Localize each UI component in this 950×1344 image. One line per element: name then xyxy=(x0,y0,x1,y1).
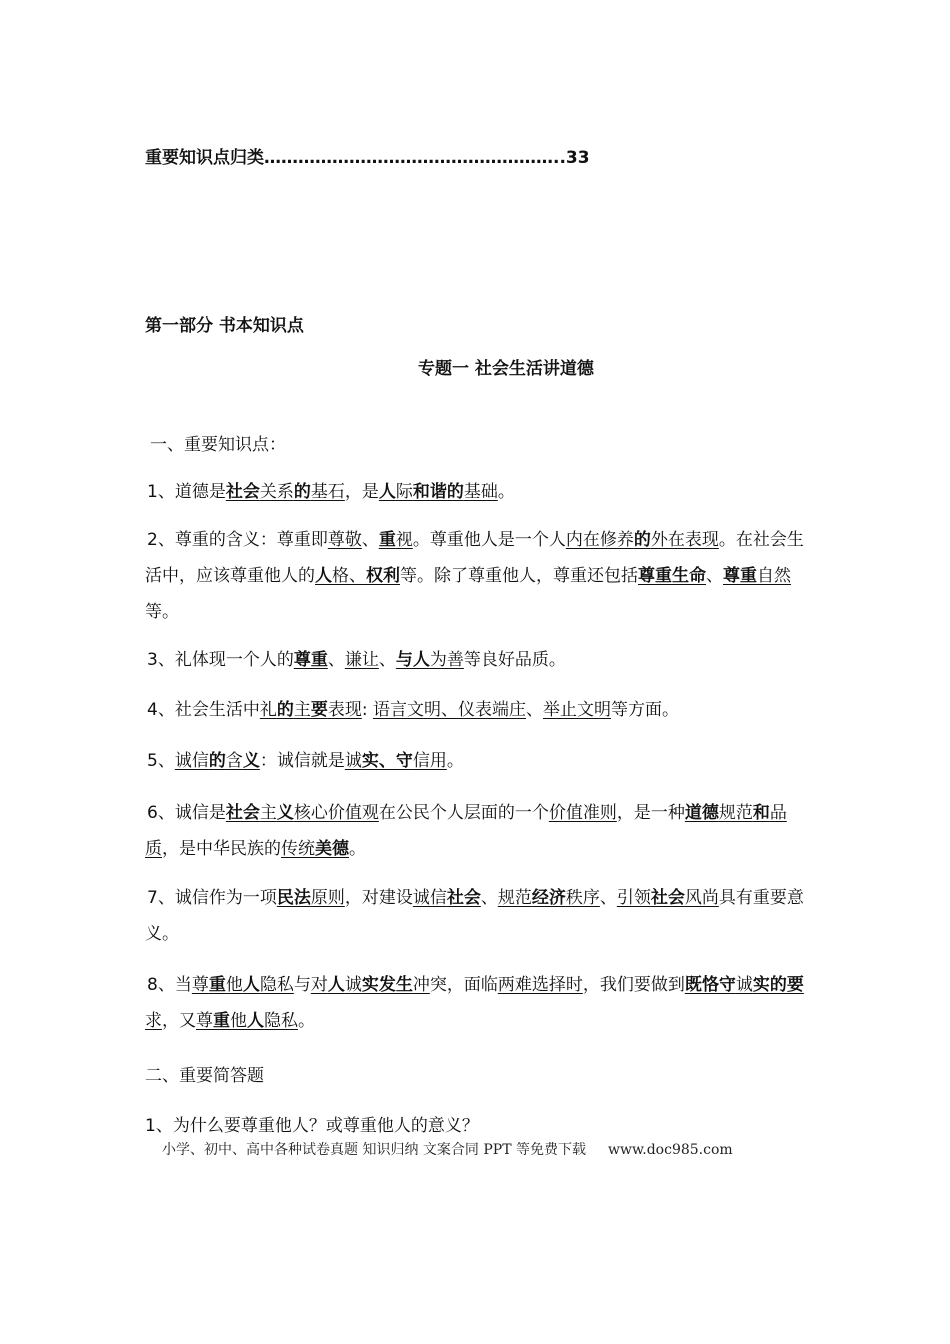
underlined-term: 诚 xyxy=(344,975,362,995)
underlined-term: 际 xyxy=(395,482,413,502)
underlined-term: 权利 xyxy=(366,566,400,586)
item-text: 。尊重他人是一个人 xyxy=(412,530,566,550)
underlined-term: 风尚 xyxy=(684,888,719,908)
underlined-term: 关系 xyxy=(259,482,294,502)
item-text: 1、道德是 xyxy=(147,482,226,502)
underlined-term: 基础 xyxy=(463,482,498,502)
underlined-term: 社会 xyxy=(446,888,481,908)
item-text: 4、社会生活中 xyxy=(147,700,260,720)
item-text: 7、诚信作为一项 xyxy=(147,888,277,908)
underlined-term: 、 xyxy=(349,566,366,586)
item-text: 等方面。 xyxy=(610,700,679,720)
item-text: 突，面临 xyxy=(429,975,498,995)
underlined-term: 道德 xyxy=(684,803,719,823)
underlined-term: 诚信 xyxy=(412,888,447,908)
underlined-term: 原则 xyxy=(310,888,345,908)
underlined-term: 外在表现 xyxy=(650,530,719,550)
underlined-term: 核心价值观 xyxy=(293,803,379,823)
underlined-term: 和 xyxy=(752,803,770,823)
section-heading-knowledge-points: 一、重要知识点： xyxy=(150,435,286,455)
underlined-term: 的 xyxy=(276,700,294,720)
underlined-term: 规范 xyxy=(718,803,753,823)
underlined-term: 基石 xyxy=(310,482,345,502)
underlined-term: 主 xyxy=(293,700,311,720)
underlined-term: 人 xyxy=(315,566,332,586)
underlined-term: 举止文明 xyxy=(542,700,611,720)
item-text: 。 xyxy=(446,751,464,771)
item-text: ：诚信就是 xyxy=(259,751,345,771)
item-text: : xyxy=(361,700,373,720)
item-text: 具有重要意义。 xyxy=(145,888,804,944)
item-text: 、 xyxy=(599,888,617,908)
underlined-term: 对 xyxy=(310,975,328,995)
underlined-term: 礼 xyxy=(259,700,277,720)
underlined-term: 社会 xyxy=(650,888,685,908)
item-text: 6、诚信是 xyxy=(147,803,226,823)
underlined-term: 义 xyxy=(242,751,260,771)
item-text: 。 xyxy=(298,1011,315,1031)
part-title: 第一部分 书本知识点 xyxy=(145,316,304,336)
underlined-term: 尊 xyxy=(191,975,209,995)
item-text: 等良好品质。 xyxy=(463,650,566,670)
underlined-term: 重 xyxy=(213,1011,230,1031)
page-footer xyxy=(162,1139,733,1159)
underlined-term: 人 xyxy=(247,1011,264,1031)
knowledge-point-item xyxy=(145,474,810,510)
item-text: 3、礼体现一个人的 xyxy=(147,650,294,670)
underlined-term: 和谐的 xyxy=(412,482,464,502)
underlined-term: 引领 xyxy=(616,888,651,908)
underlined-term: 表现 xyxy=(327,700,362,720)
underlined-term: 的 xyxy=(293,482,311,502)
underlined-term: 与人 xyxy=(395,650,430,670)
underlined-term: 的 xyxy=(633,530,651,550)
underlined-term: 重 xyxy=(208,975,226,995)
underlined-term: 主 xyxy=(259,803,277,823)
underlined-term: 人 xyxy=(378,482,396,502)
underlined-term: 信用 xyxy=(412,751,447,771)
underlined-term: 民法 xyxy=(276,888,311,908)
underlined-term: 他 xyxy=(225,975,243,995)
item-text: 、 xyxy=(327,650,345,670)
underlined-term: 诚 xyxy=(344,751,362,771)
underlined-term: 含 xyxy=(225,751,243,771)
item-text: ，我们要做到 xyxy=(582,975,685,995)
item-text: 2、尊重的含义：尊重即 xyxy=(147,530,328,550)
underlined-term: 格 xyxy=(332,566,349,586)
underlined-term: 品质 xyxy=(145,803,787,859)
underlined-term: 人 xyxy=(242,975,260,995)
underlined-term: 实的要 xyxy=(752,975,804,995)
item-text: ，是一种 xyxy=(616,803,685,823)
underlined-term: 隐私 xyxy=(259,975,294,995)
underlined-term: 的 xyxy=(208,751,226,771)
underlined-term: 隐私 xyxy=(264,1011,298,1031)
footer-site-link[interactable]: www.doc985.com xyxy=(607,1142,733,1158)
item-text: ，又 xyxy=(162,1011,196,1031)
item-text: 、 xyxy=(378,650,396,670)
knowledge-point-item xyxy=(145,642,810,678)
underlined-term: 自然 xyxy=(757,566,791,586)
topic-title: 专题一 社会生活讲道德 xyxy=(418,359,594,379)
toc-entry[interactable] xyxy=(145,143,590,168)
underlined-term: 诚信 xyxy=(174,751,209,771)
toc-entry-title: 重要知识点归类 xyxy=(145,148,264,168)
underlined-term: 美德 xyxy=(315,839,349,859)
item-text: 等。 xyxy=(145,602,179,622)
item-text: 。在社会生活中，应该尊重他人的 xyxy=(145,530,804,586)
question-item: 1、为什么要尊重他人？或尊重他人的意义？ xyxy=(145,1116,479,1136)
underlined-term: 传统 xyxy=(281,839,315,859)
item-text: 、 xyxy=(480,888,498,908)
underlined-term: 诚 xyxy=(735,975,753,995)
item-text: 、 xyxy=(525,700,543,720)
underlined-term: 尊敬 xyxy=(327,530,362,550)
underlined-term: 社会 xyxy=(225,482,260,502)
underlined-term: 求 xyxy=(145,1011,162,1031)
knowledge-point-item xyxy=(145,880,810,952)
underlined-term: 社会 xyxy=(225,803,260,823)
underlined-term: 尊重生命 xyxy=(638,566,706,586)
toc-leader: …………………………………………….. xyxy=(264,148,566,168)
knowledge-point-item xyxy=(145,692,810,728)
toc-page-number: 33 xyxy=(565,148,590,168)
underlined-term: 尊 xyxy=(196,1011,213,1031)
underlined-term: 内在修养 xyxy=(565,530,634,550)
knowledge-point-item xyxy=(145,795,810,867)
underlined-term: 规范 xyxy=(497,888,532,908)
knowledge-point-item xyxy=(145,743,810,779)
underlined-term: 视 xyxy=(395,530,413,550)
item-text: 与 xyxy=(293,975,311,995)
underlined-term: 语言文明、仪表端庄 xyxy=(372,700,526,720)
underlined-term: 要 xyxy=(310,700,328,720)
item-text: 在公民个人层面的一个 xyxy=(378,803,549,823)
underlined-term: 为善 xyxy=(429,650,464,670)
underlined-term: 冲 xyxy=(412,975,430,995)
item-text: 、 xyxy=(706,566,723,586)
underlined-term: 谦让 xyxy=(344,650,379,670)
item-text: 等。除了尊重他人，尊重还包括 xyxy=(400,566,638,586)
section-heading-short-answer: 二、重要简答题 xyxy=(145,1066,264,1086)
underlined-term: 实、守 xyxy=(361,751,413,771)
underlined-term: 实发生 xyxy=(361,975,413,995)
underlined-term: 重 xyxy=(378,530,396,550)
item-text: 8、当 xyxy=(147,975,192,995)
item-text: 。 xyxy=(497,482,515,502)
knowledge-point-item xyxy=(145,967,810,1039)
knowledge-point-item xyxy=(145,522,810,630)
item-text: 。 xyxy=(349,839,366,859)
underlined-term: 尊重 xyxy=(723,566,757,586)
underlined-term: 价值准则 xyxy=(548,803,617,823)
footer-text: 小学、初中、高中各种试卷真题 知识归纳 文案合同 PPT 等免费下载 xyxy=(162,1142,586,1158)
underlined-term: 两难选择时 xyxy=(497,975,583,995)
item-text: ，是 xyxy=(344,482,379,502)
underlined-term: 义 xyxy=(276,803,294,823)
underlined-term: 既恪守 xyxy=(684,975,736,995)
item-text: 5、 xyxy=(147,751,175,771)
item-text: ，对建设 xyxy=(344,888,413,908)
item-text: 、 xyxy=(361,530,379,550)
item-text: ，是中华民族的 xyxy=(162,839,281,859)
underlined-term: 秩序 xyxy=(565,888,600,908)
underlined-term: 经济 xyxy=(531,888,566,908)
underlined-term: 他 xyxy=(230,1011,247,1031)
underlined-term: 尊重 xyxy=(293,650,328,670)
underlined-term: 人 xyxy=(327,975,345,995)
